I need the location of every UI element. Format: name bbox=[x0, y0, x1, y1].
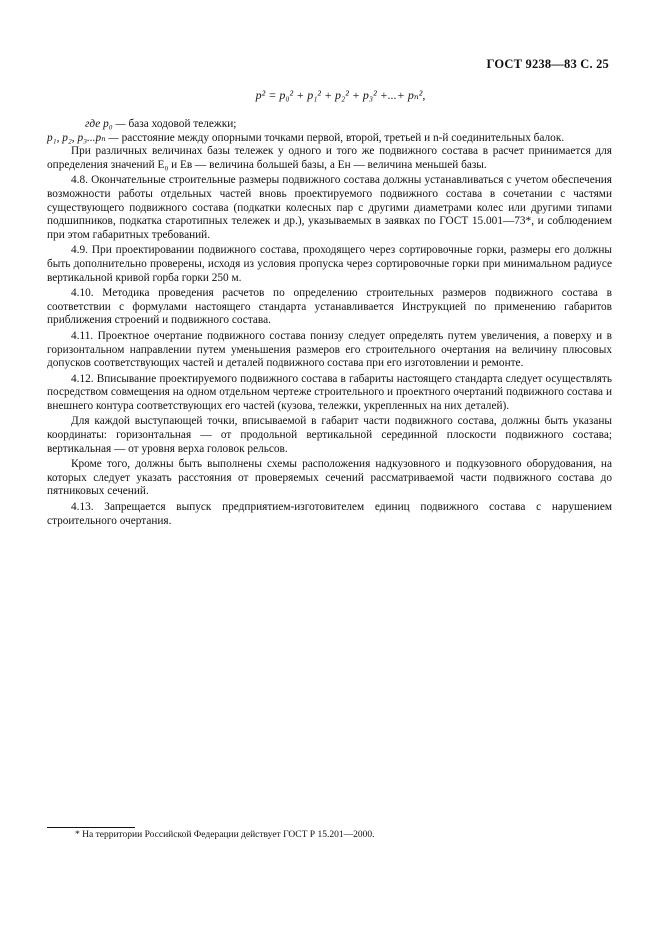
document-body bbox=[47, 118, 612, 530]
paragraph: 4.11. Проектное очертание подвижного состава понизу следует определять путем увеличения, а поверху и в горизонтальном направлении путем уменьшения размеров его строительного очертания на величину плюсовых допусков соответствующих частей и деталей подвижного состава при его изготовлении и ремонте. bbox=[47, 329, 612, 370]
paragraph: 4.9. При проектировании подвижного состава, проходящего через сортировочные горки, размеры его должны быть дополнительно проверены, исходя из условия пропуска через сортировочные горки при минимальном радиусе вертикальной кривой горба горки 250 м. bbox=[47, 244, 612, 284]
definition-row bbox=[47, 118, 612, 132]
page-header: ГОСТ 9238—83 С. 25 bbox=[486, 57, 609, 71]
definition-term: где p₀ — bbox=[85, 118, 126, 130]
paragraph: Для каждой выступающей точки, вписываемой в габарит части подвижного состава, должны быть указаны координаты: горизонтальная — от продольной вертикальной серединной плоскости подвижного состава; вертикальная — от уровня верха головок рельсов. bbox=[47, 415, 612, 455]
paragraph: 4.13. Запрещается выпуск предприятием-изготовителем единиц подвижного состава с нарушением строительного очертания. bbox=[47, 501, 612, 527]
paragraph: 4.10. Методика проведения расчетов по определению строительных размеров подвижного состава в соответствии с формулами настоящего стандарта устанавливается Инструкцией по применению габаритов приближения строений и подвижного состава. bbox=[47, 287, 612, 327]
paragraph: Кроме того, должны быть выполнены схемы расположения надкузовного и подкузовного оборудования, на которых следует указать расстояния от проверяемых сечений рассматриваемой части подвижного состава до пятниковых сечений. bbox=[47, 458, 612, 498]
definition-row bbox=[47, 132, 612, 146]
paragraph: 4.12. Вписывание проектируемого подвижного состава в габариты настоящего стандарта следует осуществлять посредством совмещения на одном отдельном чертеже строительного и проектного очертаний подвижного состава и внешнего контура соответствующих его частей (кузова, тележки, укрепленных на них деталей). bbox=[47, 372, 612, 412]
footnote: * На территории Российской Федерации действует ГОСТ Р 15.201—2000. bbox=[75, 830, 375, 840]
paragraph: 4.8. Окончательные строительные размеры подвижного состава должны устанавливаться с учетом обеспечения возможности работы отдельных частей вновь проектируемого подвижного состава в сочетании с частями существующего подвижного состава (подкатки колесных пар с другими диаметрами колес или другими типами подшипников, подкатка старотипных тележек и др.), указываемых в заявках по ГОСТ 15.001—73*, и соблюдением при этом габаритных требований. bbox=[47, 174, 612, 241]
definition-desc: расстояние между опорными точками первой, второй, третьей и n-й соединительных балок. bbox=[121, 131, 565, 144]
formula: p² = p₀² + p₁² + p₂² + p₃² +...+ pₙ², bbox=[255, 88, 426, 102]
definition-desc: база ходовой тележки; bbox=[128, 118, 237, 130]
footnote-divider bbox=[47, 827, 135, 828]
paragraph: При различных величинах базы тележек у одного и того же подвижного состава в расчет принимается для определения значений E₀ и Eв — величина большей базы, а Eн — величина меньшей базы. bbox=[47, 145, 612, 171]
definition-term: p₁, p₂, p₃...pₙ — bbox=[47, 131, 119, 144]
